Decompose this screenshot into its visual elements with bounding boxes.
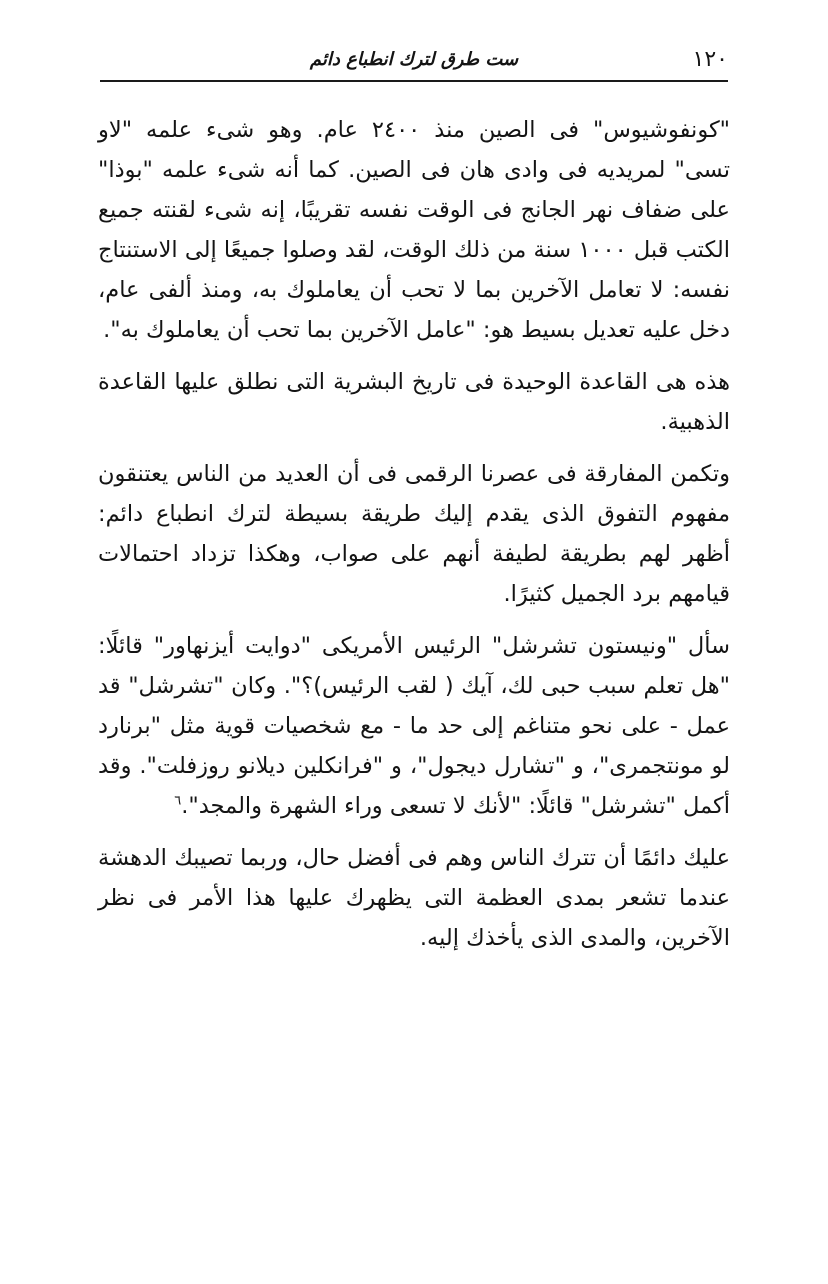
footnote-marker[interactable]: ٦ xyxy=(174,793,182,809)
paragraph-5: عليك دائمًا أن تترك الناس وهم فى أفضل حال، وربما تصيبك الدهشة عندما تشعر بمدى العظمة التى يظهرك عليها هذا الأمر فى نظر الآخرين، والمدى الذى يأخذك إليه. xyxy=(98,845,730,951)
page-number: ١٢٠ xyxy=(692,47,728,72)
paragraph-4 xyxy=(98,626,730,826)
paragraph-4-text: سأل "ونيستون تشرشل" الرئيس الأمريكى "دوايت أيزنهاور" قائلًا: "هل تعلم سبب حبى لك، آيك ( لقب الرئيس)؟". وكان "تشرشل" قد عمل - على نحو متناغم إلى حد ما - مع شخصيات قوية مثل "برنارد لو مونتجمرى"، و "تشارل ديجول"، و "فرانكلين ديلانو روزفلت". وقد أكمل "تشرشل" قائلًا: "لأنك لا تسعى وراء الشهرة والمجد". xyxy=(98,633,730,819)
body-text xyxy=(98,110,730,970)
paragraph-2: هذه هى القاعدة الوحيدة فى تاريخ البشرية التى نطلق عليها القاعدة الذهبية. xyxy=(98,369,730,435)
paragraph-1: "كونفوشيوس" فى الصين منذ ٢٤٠٠ عام. وهو شىء علمه "لاو تسى" لمريديه فى وادى هان فى الصين. كما أنه شىء علمه "بوذا" على ضفاف نهر الجانج فى الوقت نفسه تقريبًا، إنه شىء لقنته جميع الكتب قبل ١٠٠٠ سنة من ذلك الوقت، لقد وصلوا جميعًا إلى الاستنتاج نفسه: لا تعامل الآخرين بما لا تحب أن يعاملوك به، ومنذ ألفى عام، دخل عليه تعديل بسيط هو: "عامل الآخرين بما تحب أن يعاملوك به". xyxy=(98,117,731,343)
header-divider xyxy=(100,80,728,82)
page-header xyxy=(100,42,728,78)
paragraph-3: وتكمن المفارقة فى عصرنا الرقمى فى أن العديد من الناس يعتنقون مفهوم التفوق الذى يقدم إليك طريقة بسيطة لترك انطباع دائم: أظهر لهم بطريقة لطيفة أنهم على صواب، وهكذا تزداد احتمالات قيامهم برد الجميل كثيرًا. xyxy=(98,461,730,607)
running-title: ست طرق لترك انطباع دائم xyxy=(309,49,519,70)
